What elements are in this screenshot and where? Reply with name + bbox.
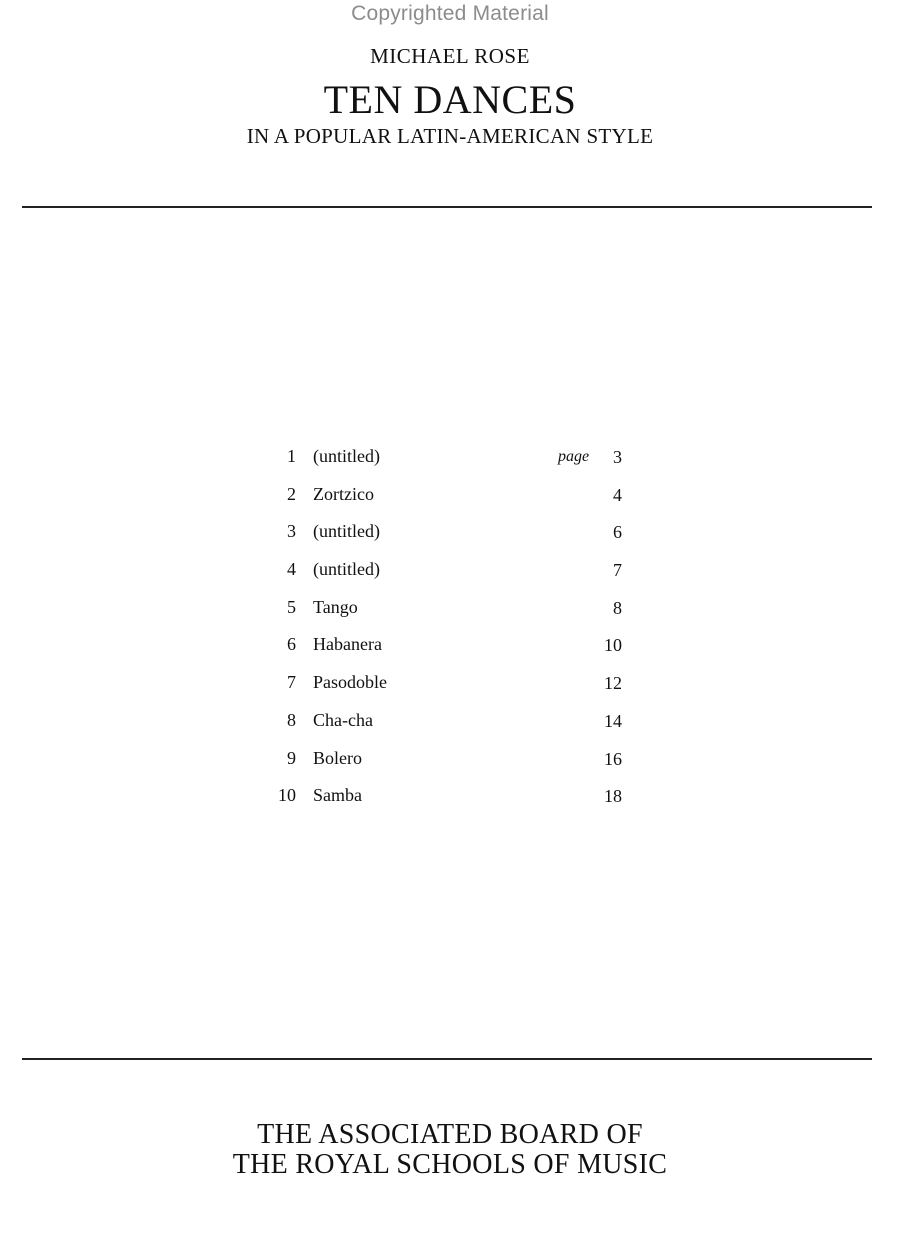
list-item [262,708,632,746]
item-page: 7 [613,560,622,581]
page-label: page [558,448,590,465]
list-item [262,670,632,708]
page-title: TEN DANCES [323,77,577,122]
page-subtitle: IN A POPULAR LATIN-AMERICAN STYLE [246,124,654,148]
list-item [262,557,632,595]
item-page: 8 [613,597,622,618]
item-number: 3 [287,521,296,542]
item-page: 10 [604,635,622,656]
item-title: (untitled) [313,521,380,542]
item-page: 12 [604,673,622,694]
item-number: 8 [287,709,296,730]
item-page: 14 [604,710,622,731]
publisher-name [0,1120,900,1180]
item-page: 3 [613,447,622,467]
item-page: 4 [613,484,622,505]
item-title: (untitled) [313,446,380,466]
item-number: 6 [287,634,296,655]
item-number: 10 [278,785,296,806]
list-item [262,632,632,670]
bottom-divider [22,1058,872,1060]
item-page: 18 [604,786,622,807]
copyright-watermark: Copyrighted Material [351,2,549,25]
item-title: Cha-cha [313,709,373,730]
item-title: (untitled) [313,559,380,580]
composer-name: MICHAEL ROSE [370,44,530,68]
item-number: 9 [287,747,296,768]
list-item [262,783,632,821]
item-title: Bolero [313,747,362,768]
top-divider [22,206,872,208]
item-number: 2 [287,483,296,504]
list-item [262,595,632,633]
item-title: Pasodoble [313,672,387,693]
item-page: 16 [604,748,622,769]
publisher-line-2: THE ROYAL SCHOOLS OF MUSIC [232,1149,668,1180]
list-item [262,746,632,784]
item-title: Zortzico [313,483,374,504]
list-item [262,444,632,482]
list-item [262,519,632,557]
item-title: Habanera [313,634,382,655]
table-of-contents [262,444,632,821]
item-title: Samba [313,785,362,806]
list-item [262,482,632,520]
item-number: 4 [287,559,296,580]
item-number: 7 [287,672,296,693]
item-title: Tango [313,596,358,617]
item-number: 1 [287,446,296,466]
item-page: 6 [613,522,622,543]
publisher-line-1: THE ASSOCIATED BOARD OF [257,1119,643,1150]
item-number: 5 [287,596,296,617]
